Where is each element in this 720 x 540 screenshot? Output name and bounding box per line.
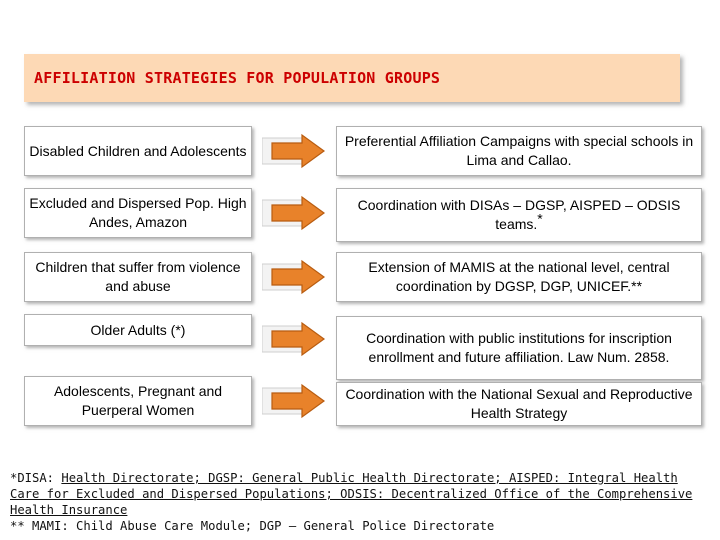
page-title: AFFILIATION STRATEGIES FOR POPULATION GROUPS bbox=[34, 69, 441, 87]
strategy-box-disa-coordination bbox=[336, 188, 702, 242]
footnote-text: Health Insurance bbox=[10, 503, 128, 517]
strategy-box-sexual-reproductive-health bbox=[336, 382, 702, 426]
footnote-text: Care for Excluded and Dispersed Populations; ODSIS: Decentralized Office of the Comprehensive bbox=[10, 487, 693, 501]
strategy-box-public-institutions bbox=[336, 316, 702, 380]
group-box-older-adults bbox=[24, 314, 252, 346]
strategy-box-preferential-campaigns bbox=[336, 126, 702, 176]
arrow-icon bbox=[262, 320, 328, 358]
title-banner bbox=[24, 54, 680, 102]
group-box-disabled-children bbox=[24, 126, 252, 176]
group-label: Disabled Children and Adolescents bbox=[29, 142, 247, 159]
arrow-icon bbox=[262, 382, 328, 420]
footnote-text: Health Directorate; DGSP: General Public Health Directorate; AISPED: Integral Health bbox=[61, 471, 678, 485]
group-box-excluded-dispersed bbox=[24, 188, 252, 238]
group-label: Older Adults (*) bbox=[90, 321, 186, 338]
footnote-line-2 bbox=[10, 486, 714, 502]
strategy-text: Coordination with DISAs – DGSP, AISPED – ODSIS teams. bbox=[357, 197, 681, 232]
strategy-label: Coordination with public institutions for inscription enrollment and future affiliation. Law Num. 2858. bbox=[366, 330, 672, 365]
strategy-box-mamis-extension bbox=[336, 252, 702, 302]
group-box-adolescents-pregnant bbox=[24, 376, 252, 426]
strategy-label bbox=[341, 196, 697, 234]
strategy-label: Preferential Affiliation Campaigns with special schools in Lima and Callao. bbox=[344, 133, 694, 168]
group-label: Children that suffer from violence and abuse bbox=[35, 259, 241, 294]
footnote-line-3 bbox=[10, 502, 714, 518]
footnote-prefix: *DISA: bbox=[10, 471, 62, 485]
footnote-line-4: ** MAMI: Child Abuse Care Module; DGP – General Police Directorate bbox=[10, 519, 495, 533]
footnote-mark: * bbox=[537, 210, 543, 227]
strategy-label: Extension of MAMIS at the national level, central coordination by DGSP, DGP, UNICEF.** bbox=[368, 259, 670, 294]
arrow-icon bbox=[262, 194, 328, 232]
group-label: Adolescents, Pregnant and Puerperal Women bbox=[53, 383, 223, 418]
group-box-children-violence bbox=[24, 252, 252, 302]
group-label: Excluded and Dispersed Pop. High Andes, Amazon bbox=[29, 195, 247, 230]
strategy-label: Coordination with the National Sexual and Reproductive Health Strategy bbox=[345, 386, 693, 421]
footnote-line-1 bbox=[10, 470, 714, 486]
footnotes bbox=[10, 470, 714, 534]
arrow-icon bbox=[262, 132, 328, 170]
arrow-icon bbox=[262, 258, 328, 296]
